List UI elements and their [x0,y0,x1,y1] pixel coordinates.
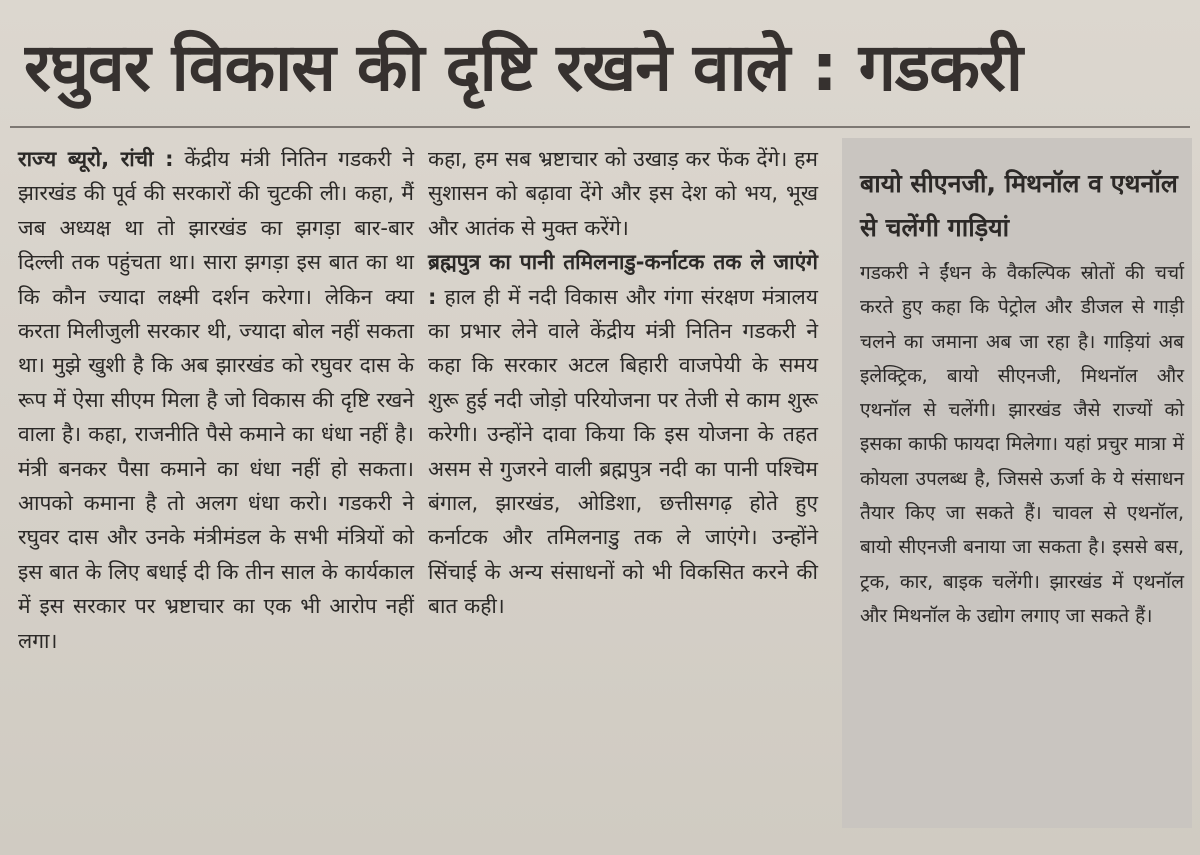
headline-divider [10,126,1190,128]
column-1-paragraph [18,142,414,658]
sidebar-text: गडकरी ने ईंधन के वैकल्पिक स्रोतों की चर्चा करते हुए कहा कि पेट्रोल और डीजल से गाड़ी चलने का जमाना अब जा रहा है। गाड़ियां अब इलेक्ट्रिक, बायो सीएनजी, मिथनॉल और एथनॉल से चलेंगी। झारखंड जैसे राज्यों को इसका काफी फायदा मिलेगा। यहां प्रचुर मात्रा में कोयला उपलब्ध है, जिससे ऊर्जा के ये संसाधन तैयार किए जा सकते हैं। चावल से एथनॉल, बायो सीएनजी बनाया जा सकता है। इससे बस, ट्रक, कार, बाइक चलेंगी। झारखंड में एथनॉल और मिथनॉल के उद्योग लगाए जा सकते हैं। [860,262,1184,627]
dateline: राज्य ब्यूरो, रांची : [18,147,174,171]
column-1-text: केंद्रीय मंत्री नितिन गडकरी ने झारखंड की पूर्व की सरकारों की चुटकी ली। कहा, मैं जब अध्यक्ष था तो झारखंड का झगड़ा बार-बार दिल्ली तक पहुंचता था। सारा झगड़ा इस बात का था कि कौन ज्यादा लक्ष्मी दर्शन करेगा। लेकिन क्या करता मिलीजुली सरकार थी, ज्यादा बोल नहीं सकता था। मुझे खुशी है कि अब झारखंड को रघुवर दास के रूप में ऐसा सीएम मिला है जो विकास की दृष्टि रखने वाला है। कहा, राजनीति पैसे कमाने का धंधा नहीं है। मंत्री बनकर पैसा कमाने का धंधा नहीं हो सकता। आपको कमाना है तो अलग धंधा करो। गडकरी ने रघुवर दास और उनके मंत्रीमंडल के सभी मंत्रियों को इस बात के लिए बधाई दी कि तीन साल के कार्यकाल में इस सरकार पर भ्रष्टाचार का एक भी आरोप नहीं लगा। [18,147,415,653]
column-2-text-2: हाल ही में नदी विकास और गंगा संरक्षण मंत्रालय का प्रभार लेने वाले केंद्रीय मंत्री नितिन गडकरी ने कहा कि सरकार अटल बिहारी वाजपेयी के समय शुरू हुई नदी जोड़ो परियोजना पर तेजी से काम शुरू करेगी। उन्होंने दावा किया कि इस योजना के तहत असम से गुजरने वाली ब्रह्मपुत्र नदी का पानी पश्चिम बंगाल, झारखंड, ओडिशा, छत्तीसगढ़ होते हुए कर्नाटक और तमिलनाडु तक ले जाएंगे। उन्होंने सिंचाई के अन्य संसाधनों को भी विकसित करने की बात कही। [428,284,818,619]
article-column-1 [18,142,414,658]
headline: रघुवर विकास की दृष्टि रखने वाले : गडकरी [24,29,1022,106]
subhead: ब्रह्मपुत्र का पानी तमिलनाडु-कर्नाटक तक ले जाएंगे : [428,250,818,309]
sidebar-title: बायो सीएनजी, मिथनॉल व एथनॉल से चलेंगी गाड़ियां [860,169,1178,242]
column-2-paragraph-1: कहा, हम सब भ्रष्टाचार को उखाड़ कर फेंक देंगे। हम सुशासन को बढ़ावा देंगे और इस देश को भय, भूख और आतंक से मुक्त करेंगे। [428,147,818,240]
article-column-2 [428,142,818,624]
sidebar-box [842,138,1192,828]
column-2-paragraph-2 [428,245,818,623]
